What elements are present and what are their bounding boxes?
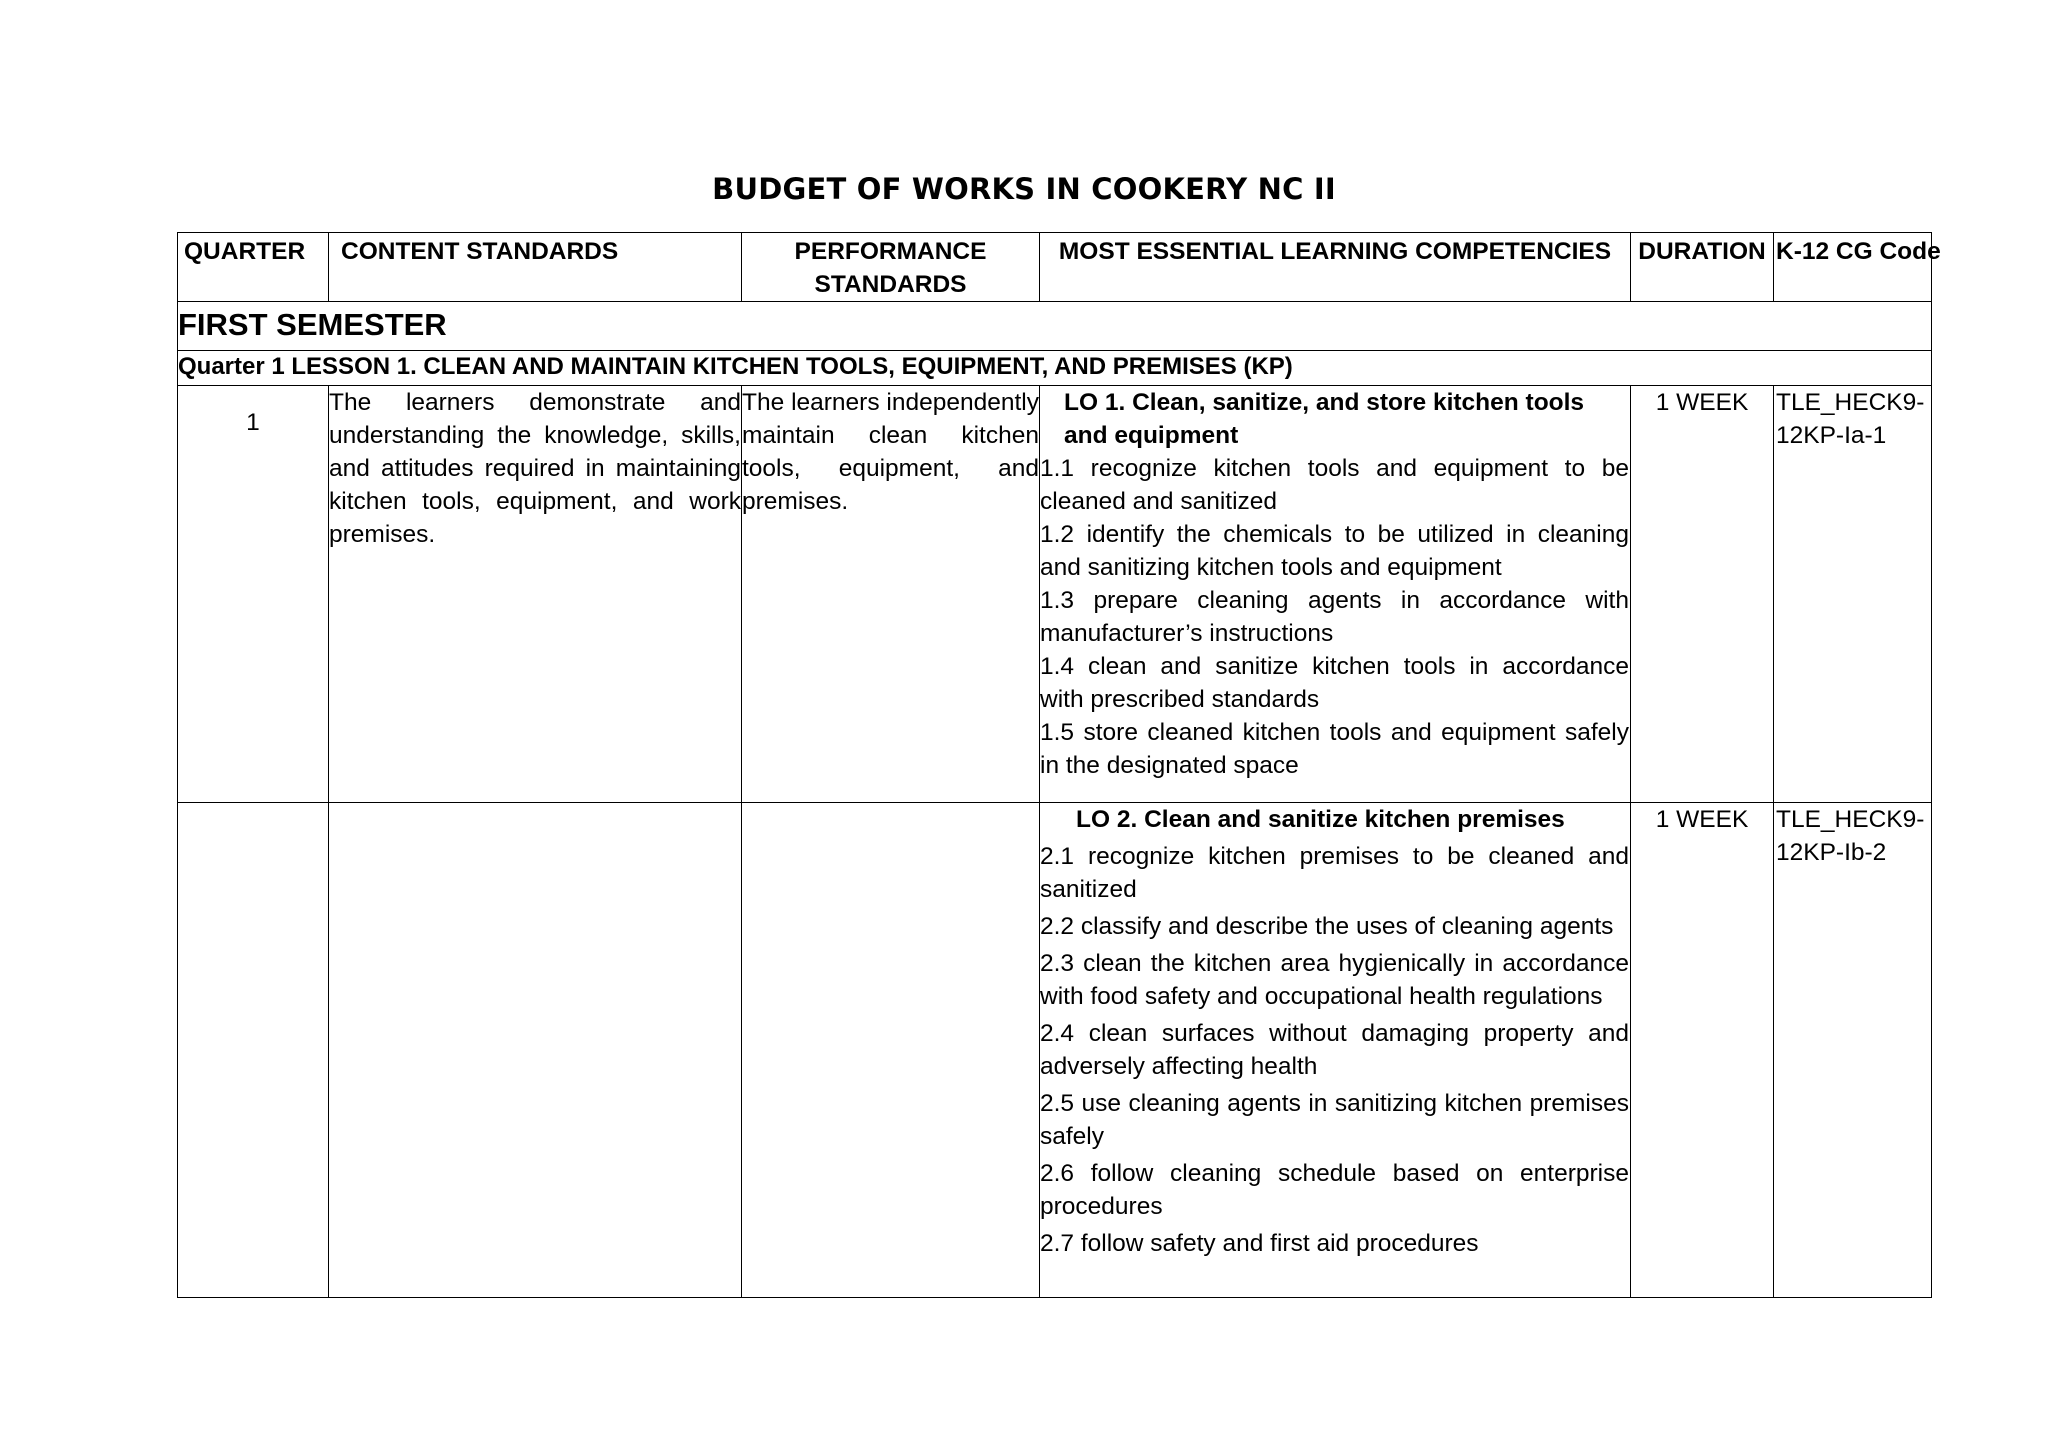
lesson-title: Quarter 1 LESSON 1. CLEAN AND MAINTAIN KITCHEN TOOLS, EQUIPMENT, AND PREMISES (KP) — [178, 351, 1932, 386]
header-quarter: QUARTER — [178, 233, 329, 302]
table-row — [178, 386, 1932, 803]
competency-item: 2.4 clean surfaces without damaging property and adversely affecting health — [1040, 1020, 1629, 1080]
performance-standards-cell — [742, 803, 1040, 1298]
duration-cell: 1 WEEK — [1631, 386, 1774, 803]
competency-item: 2.7 follow safety and first aid procedures — [1040, 1230, 1479, 1257]
competency-item: 2.3 clean the kitchen area hygienically in accordance with food safety and occupational health regulations — [1040, 950, 1629, 1010]
document-title: BUDGET OF WORKS IN COOKERY NC II — [712, 172, 1336, 206]
budget-of-works-table — [177, 232, 1941, 1298]
quarter-cell — [178, 803, 329, 1298]
competency-item: 1.4 clean and sanitize kitchen tools in accordance with prescribed standards — [1040, 653, 1629, 713]
competency-item: 1.3 prepare cleaning agents in accordance with manufacturer’s instructions — [1040, 587, 1629, 647]
lo-title: LO 2. Clean and sanitize kitchen premises — [1076, 806, 1565, 833]
competencies-cell — [1040, 803, 1631, 1298]
competency-item: 2.1 recognize kitchen premises to be cleaned and sanitized — [1040, 843, 1629, 903]
header-cg-code: K-12 CG Code — [1774, 233, 1932, 302]
competency-item: 2.5 use cleaning agents in sanitizing kitchen premises safely — [1040, 1090, 1629, 1150]
competency-item: 2.6 follow cleaning schedule based on enterprise procedures — [1040, 1160, 1629, 1220]
header-content-standards: CONTENT STANDARDS — [329, 233, 742, 302]
semester-label: FIRST SEMESTER — [178, 302, 1932, 351]
competency-item: 1.1 recognize kitchen tools and equipment to be cleaned and sanitized — [1040, 455, 1629, 515]
content-standards-cell: The learners demonstrate and understanding the knowledge, skills, and attitudes required in maintaining kitchen tools, equipment, and work premises. — [329, 386, 742, 803]
header-melc: MOST ESSENTIAL LEARNING COMPETENCIES — [1040, 233, 1631, 302]
table-header-row — [178, 233, 1932, 302]
competency-item: 1.5 store cleaned kitchen tools and equipment safely in the designated space — [1040, 719, 1629, 779]
cg-code-cell: TLE_HECK9-12KP-Ib-2 — [1774, 803, 1932, 1298]
competency-item: 2.2 classify and describe the uses of cleaning agents — [1040, 913, 1614, 940]
header-performance-standards: PERFORMANCE STANDARDS — [742, 233, 1040, 302]
performance-standards-cell: The learners independently maintain clean kitchen tools, equipment, and premises. — [742, 386, 1040, 803]
duration-cell: 1 WEEK — [1631, 803, 1774, 1298]
competency-item: 1.2 identify the chemicals to be utilized in cleaning and sanitizing kitchen tools and equipment — [1040, 521, 1629, 581]
lo-title: LO 1. Clean, sanitize, and store kitchen tools and equipment — [1064, 389, 1585, 449]
content-standards-cell — [329, 803, 742, 1298]
competencies-cell — [1040, 386, 1631, 803]
quarter-cell: 1 — [178, 386, 329, 803]
table-row — [178, 803, 1932, 1298]
header-duration: DURATION — [1631, 233, 1774, 302]
semester-row — [178, 302, 1932, 351]
cg-code-cell: TLE_HECK9-12KP-Ia-1 — [1774, 386, 1932, 803]
lesson-row — [178, 351, 1932, 386]
